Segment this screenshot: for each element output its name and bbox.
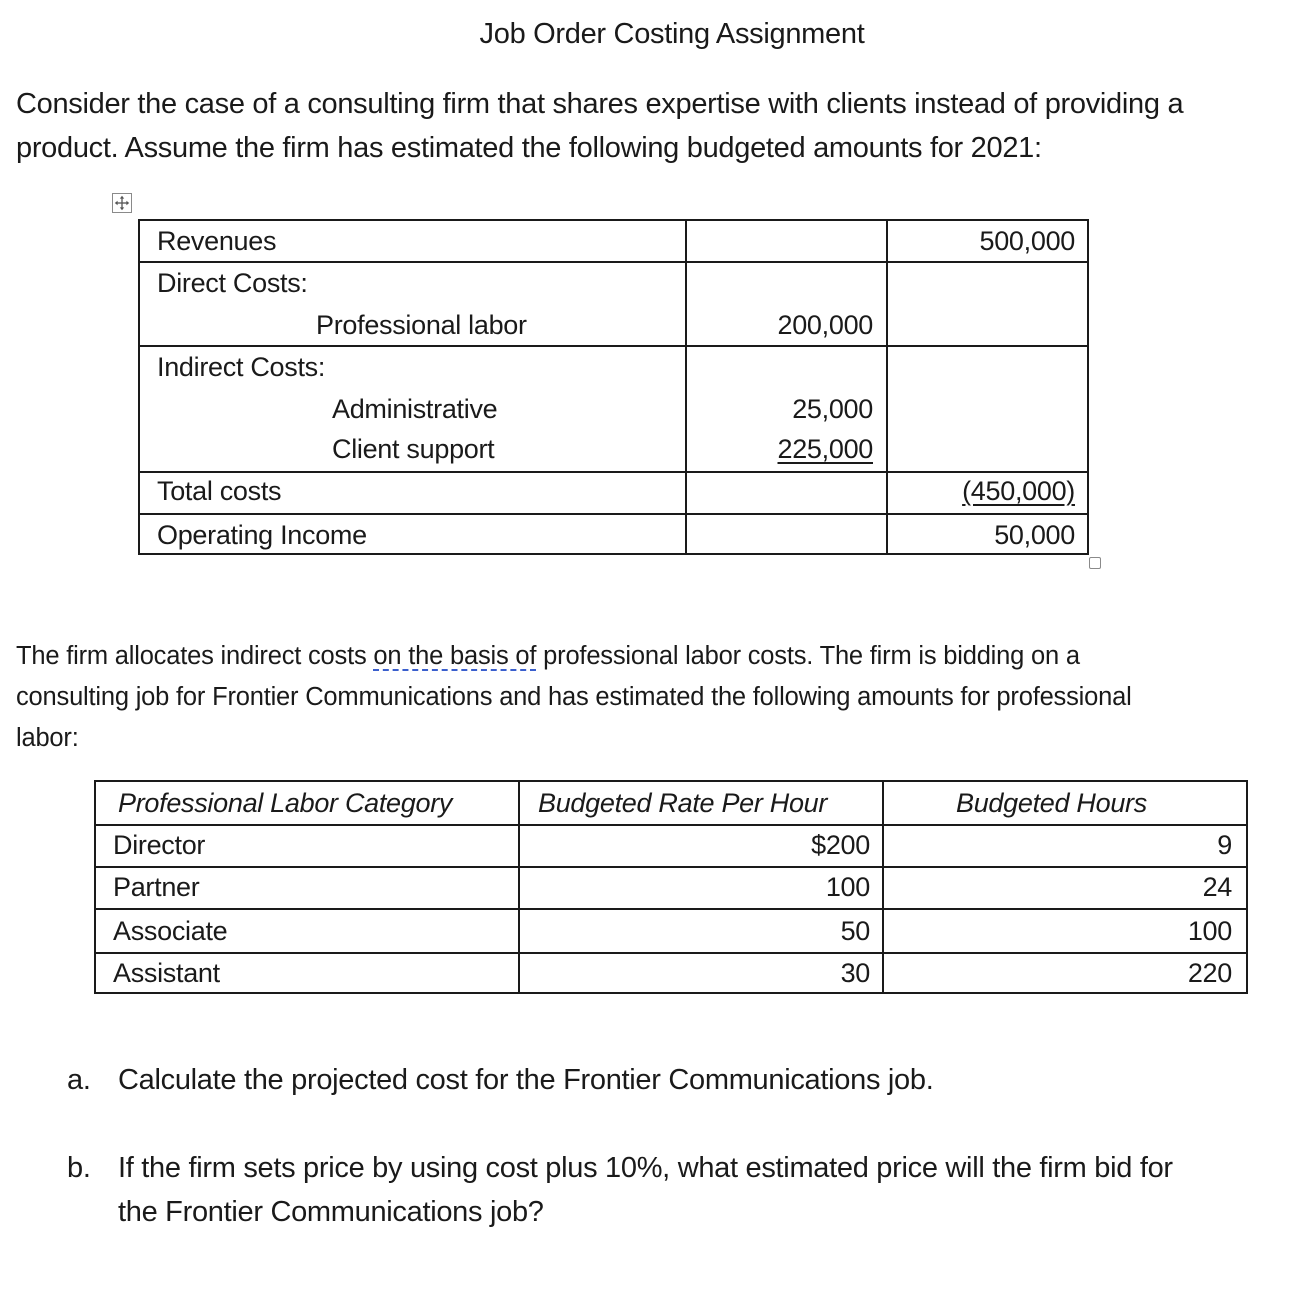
row-divider — [140, 513, 1087, 515]
client-support-label: Client support — [332, 434, 495, 464]
grammar-flagged-phrase[interactable]: on the basis of — [373, 642, 537, 670]
total-costs-value: (450,000) — [962, 476, 1075, 506]
hours-cell: 220 — [1187, 958, 1232, 988]
administrative-label: Administrative — [332, 394, 498, 424]
paragraph-line-3: labor: — [16, 724, 79, 752]
header-hours: Budgeted Hours — [956, 788, 1147, 818]
question-b — [67, 1146, 1297, 1234]
column-divider — [886, 221, 888, 553]
row-divider — [140, 345, 1087, 347]
column-divider — [518, 782, 520, 992]
hours-cell: 100 — [1187, 916, 1232, 946]
labor-paragraph — [16, 636, 1306, 759]
row-divider — [96, 952, 1246, 954]
operating-income-value: 50,000 — [994, 520, 1075, 550]
list-marker: a. — [67, 1064, 91, 1096]
question-text: Calculate the projected cost for the Frontier Communications job. — [118, 1064, 934, 1096]
intro-paragraph — [16, 82, 1306, 170]
indirect-costs-label: Indirect Costs: — [157, 352, 326, 382]
document-title: Job Order Costing Assignment — [479, 18, 865, 50]
professional-labor-value: 200,000 — [777, 310, 873, 340]
professional-labor-label: Professional labor — [316, 310, 527, 340]
resize-handle-icon[interactable] — [1089, 557, 1101, 569]
budget-table — [138, 219, 1089, 555]
rate-cell: 30 — [840, 958, 870, 988]
direct-costs-label: Direct Costs: — [157, 268, 308, 298]
question-line: the Frontier Communications job? — [118, 1196, 544, 1228]
question-a — [67, 1058, 1297, 1102]
column-divider — [685, 221, 687, 553]
column-divider — [882, 782, 884, 992]
paragraph-line-1 — [16, 636, 1306, 677]
list-marker: b. — [67, 1152, 91, 1184]
table-move-handle[interactable] — [112, 193, 132, 213]
question-line: If the firm sets price by using cost plus 10%, what estimated price will the firm bid for — [118, 1152, 1173, 1184]
row-divider — [140, 261, 1087, 263]
intro-line-2: product. Assume the firm has estimated the following budgeted amounts for 2021: — [16, 132, 1042, 164]
total-costs-label: Total costs — [157, 476, 282, 506]
category-cell: Director — [113, 830, 206, 860]
paragraph-line-1-end: professional labor costs. The firm is bidding on a — [536, 642, 1080, 670]
administrative-value: 25,000 — [792, 394, 873, 424]
rate-cell: 100 — [825, 872, 870, 902]
header-category: Professional Labor Category — [118, 788, 453, 818]
row-divider — [96, 824, 1246, 826]
intro-line-1: Consider the case of a consulting firm that shares expertise with clients instead of providing a — [16, 88, 1184, 120]
rate-cell: 50 — [840, 916, 870, 946]
header-rate: Budgeted Rate Per Hour — [538, 788, 828, 818]
revenues-value: 500,000 — [979, 226, 1075, 256]
paragraph-line-1-start: The firm allocates indirect costs — [16, 642, 374, 670]
client-support-value: 225,000 — [777, 434, 873, 464]
labor-table — [94, 780, 1248, 994]
rate-cell: $200 — [811, 830, 870, 860]
hours-cell: 24 — [1202, 872, 1232, 902]
operating-income-label: Operating Income — [157, 520, 367, 550]
revenues-label: Revenues — [157, 226, 277, 256]
category-cell: Assistant — [113, 958, 220, 988]
question-text — [118, 1146, 1173, 1234]
row-divider — [96, 908, 1246, 910]
row-divider — [96, 866, 1246, 868]
category-cell: Associate — [113, 916, 228, 946]
category-cell: Partner — [113, 872, 200, 902]
row-divider — [140, 471, 1087, 473]
paragraph-line-2: consulting job for Frontier Communications and has estimated the following amounts for professional — [16, 683, 1132, 711]
move-arrows-icon — [114, 195, 130, 211]
hours-cell: 9 — [1217, 830, 1232, 860]
